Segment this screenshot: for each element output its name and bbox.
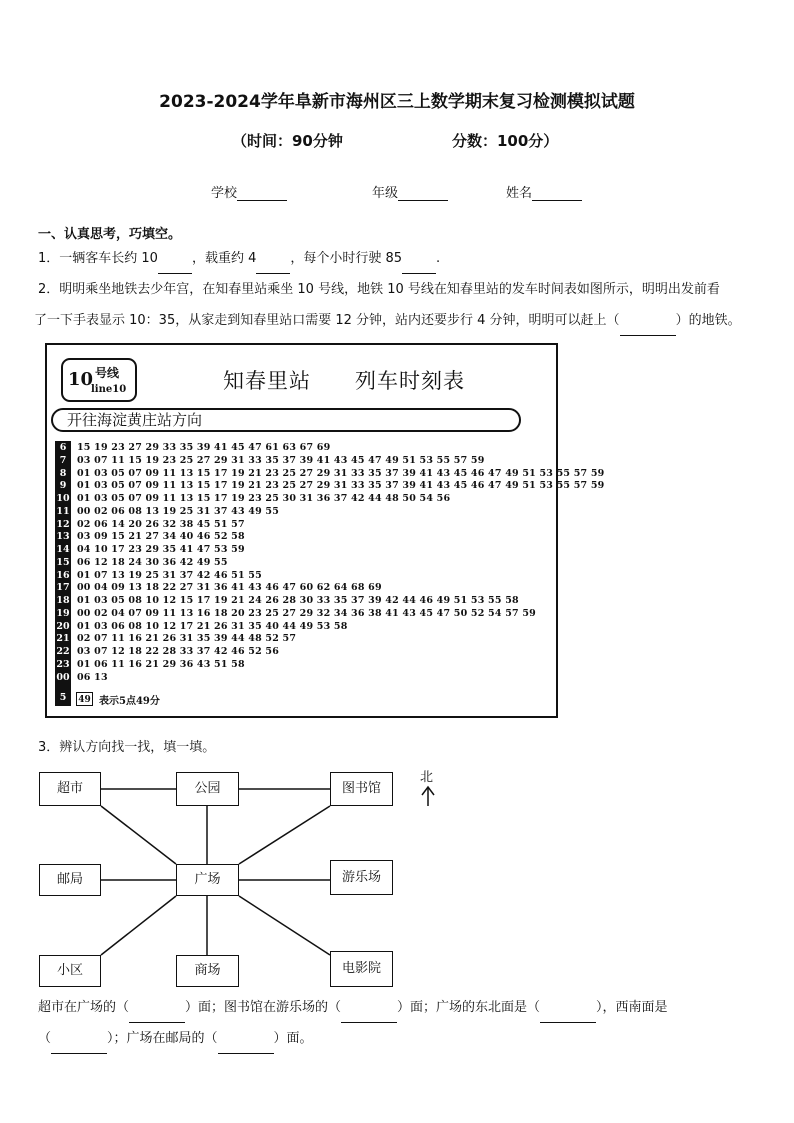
line-suffix: 号线 [95, 366, 120, 380]
name-label: 姓名 [506, 186, 533, 201]
place-supermarket: 超市 [39, 772, 101, 806]
row-minutes: 01 06 11 16 21 29 36 43 51 58 [77, 658, 245, 670]
station-name: 知春里站 [223, 369, 311, 393]
row-hour: 20 [56, 620, 70, 632]
direction-banner: 开往海淀黄庄站方向 [51, 408, 521, 432]
q3-text-e: （ [38, 1031, 52, 1046]
q1-text-c: ，每个小时行驶 85 [290, 251, 403, 266]
row-minutes: 03 07 11 15 19 23 25 27 29 31 33 35 37 39 41 43 45 47 49 51 53 55 57 59 [77, 454, 485, 466]
place-park: 公园 [176, 772, 239, 806]
row-minutes: 01 03 05 07 09 11 13 15 17 19 21 23 25 27 29 31 33 35 37 39 41 43 45 46 47 49 51 53 55 57 59 [77, 480, 605, 492]
legend-hour: 5 [55, 692, 71, 705]
row-minutes: 00 02 06 08 13 19 25 31 37 43 49 55 [77, 505, 280, 517]
line-code: line10 [91, 384, 127, 395]
grade-label: 年级 [372, 186, 399, 201]
q3-text-a: 超市在广场的（ [38, 1000, 130, 1015]
row-minutes: 01 03 05 08 10 12 15 17 19 21 24 26 28 30 33 35 37 39 42 44 46 49 51 53 55 58 [77, 595, 519, 606]
question-3-heading: 3．辨认方向找一找，填一填。 [38, 740, 216, 755]
q2-text-b: ）的地铁。 [675, 313, 741, 328]
row-hour: 22 [56, 646, 70, 657]
line-number: 10 [68, 369, 94, 390]
row-minutes: 02 06 14 20 26 32 38 45 51 57 [77, 518, 245, 530]
q2-text-a: 了一下手表显示 10：35，从家走到知春里站口需要 12 分钟，站内还要步行 4 分钟，明明可以赶上（ [34, 313, 620, 328]
q3-answer-line-2 [38, 1023, 768, 1054]
row-minutes: 03 09 15 21 27 34 40 46 52 58 [77, 531, 245, 543]
row-minutes: 15 19 23 27 29 33 35 39 41 45 47 61 63 67 69 [77, 442, 331, 453]
exam-time: （时间：90分钟 [232, 132, 343, 150]
row-hour: 00 [56, 671, 70, 683]
row-minutes: 04 10 17 23 29 35 41 47 53 59 [77, 544, 245, 555]
row-minutes: 02 07 11 16 21 26 31 35 39 44 48 52 57 [77, 633, 297, 645]
page-title: 2023-2024学年阜新市海州区三上数学期末复习检测模拟试题 [159, 92, 635, 112]
place-community: 小区 [39, 955, 101, 987]
q1-text-b: ，载重约 4 [191, 251, 257, 266]
q3-blank-3[interactable] [540, 1008, 596, 1023]
row-minutes: 00 02 04 07 09 11 13 16 18 20 23 25 27 29 32 34 36 38 41 43 45 47 50 52 54 57 59 [77, 607, 536, 619]
q3-text-b: ）面；图书馆在游乐场的（ [185, 1000, 342, 1015]
q3-blank-1[interactable] [129, 1008, 185, 1023]
q3-blank-4[interactable] [51, 1039, 107, 1054]
q3-text-d: ），西南面是 [596, 1000, 668, 1015]
q3-text-g: ）面。 [273, 1031, 313, 1046]
place-amusement-park: 游乐场 [330, 860, 393, 895]
row-hour: 6 [59, 442, 67, 453]
row-hour: 12 [56, 518, 70, 530]
row-hour: 16 [56, 569, 70, 581]
place-square: 广场 [176, 864, 239, 896]
row-hour: 13 [56, 531, 70, 543]
place-cinema: 电影院 [330, 951, 393, 987]
row-minutes: 06 13 [77, 671, 108, 683]
table-title: 列车时刻表 [355, 369, 465, 393]
q3-text-f: ）；广场在邮局的（ [107, 1031, 218, 1046]
north-label: 北 [420, 770, 434, 785]
q3-answer-line-1 [38, 992, 768, 1023]
row-hour: 14 [56, 544, 70, 555]
q1-text-a: 1．一辆客车长约 10 [38, 251, 158, 266]
row-hour: 17 [56, 582, 70, 594]
place-post-office: 邮局 [39, 864, 101, 896]
row-minutes: 06 12 18 24 30 36 42 49 55 [77, 556, 228, 568]
legend-text: 表示5点49分 [99, 696, 160, 707]
q3-blank-2[interactable] [341, 1008, 397, 1023]
place-mall: 商场 [176, 955, 239, 987]
row-minutes: 00 04 09 13 18 22 27 31 36 41 43 46 47 60 62 64 68 69 [77, 582, 382, 594]
school-label: 学校 [211, 186, 238, 201]
row-hour: 9 [59, 480, 67, 492]
row-hour: 15 [56, 556, 70, 568]
place-library: 图书馆 [330, 772, 393, 806]
q1-text-d: . [436, 251, 441, 266]
row-hour: 8 [59, 467, 67, 479]
q3-text-c: ）面；广场的东北面是（ [397, 1000, 541, 1015]
legend-minute: 49 [76, 692, 93, 706]
row-hour: 11 [56, 505, 70, 517]
q3-blank-5[interactable] [218, 1039, 274, 1054]
row-hour: 23 [56, 658, 70, 670]
row-minutes: 01 07 13 19 25 31 37 42 46 51 55 [77, 569, 262, 581]
row-hour: 21 [56, 633, 70, 645]
exam-score: 分数：100分） [452, 132, 559, 150]
row-minutes: 03 07 12 18 22 28 33 37 42 46 52 56 [77, 646, 280, 657]
row-hour: 10 [56, 493, 70, 504]
row-hour: 18 [56, 595, 70, 606]
row-minutes: 01 03 06 08 10 12 17 21 26 31 35 40 44 49 53 58 [77, 620, 348, 632]
q2-line-1: 2．明明乘坐地铁去少年宫，在知春里站乘坐 10 号线，地铁 10 号线在知春里站的发车时间表如图所示，明明出发前看 [38, 282, 720, 297]
row-hour: 19 [56, 607, 70, 619]
row-minutes: 01 03 05 07 09 11 13 15 17 19 21 23 25 27 29 31 33 35 37 39 41 43 45 46 47 49 51 53 55 57 59 [77, 467, 605, 479]
row-minutes: 01 03 05 07 09 11 13 15 17 19 23 25 30 31 36 37 42 44 48 50 54 56 [77, 493, 451, 504]
row-hour: 7 [59, 454, 67, 466]
section-heading: 一、认真思考，巧填空。 [38, 227, 182, 242]
